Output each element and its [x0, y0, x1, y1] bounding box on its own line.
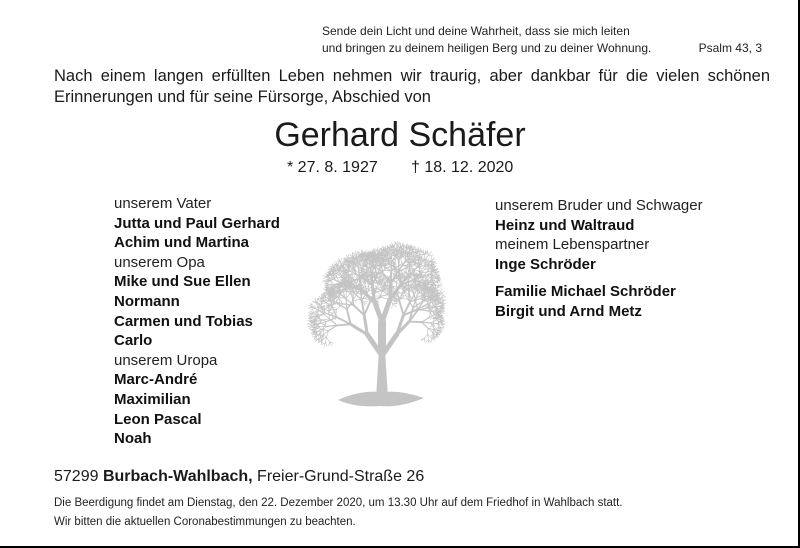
mourner-name: Jutta und Paul Gerhard [114, 214, 280, 232]
address-zip: 57299 [54, 468, 99, 485]
mourners-right-column [495, 196, 703, 322]
mourner-name: Carmen und Tobias [114, 312, 253, 330]
deceased-name: Gerhard Schäfer [274, 116, 526, 154]
notes [54, 494, 623, 531]
relation-label: unserem Opa [114, 253, 205, 271]
mourner-name: Inge Schröder [495, 255, 596, 273]
tree-icon [290, 222, 480, 412]
mourner-name: Birgit und Arnd Metz [495, 302, 642, 320]
mourner-name: Mike und Sue Ellen [114, 273, 251, 291]
address [54, 467, 424, 487]
relation-label: meinem Lebenspartner [495, 236, 650, 254]
birth-date: * 27. 8. 1927 [287, 159, 378, 176]
mourner-name: Noah [114, 430, 152, 448]
relation-label: unserem Vater [114, 195, 212, 212]
mourner-name: Leon Pascal [114, 410, 202, 428]
death-date: † 18. 12. 2020 [411, 159, 514, 176]
address-town: Burbach-Wahlbach, [102, 468, 253, 485]
mourner-name: Carlo [114, 332, 153, 350]
mourners-left-column [114, 194, 280, 449]
mourner-name: Heinz und Waltraud [495, 216, 635, 234]
spacer [495, 274, 703, 282]
mourner-name: Marc-André [114, 371, 198, 389]
address-street: Freier-Grund-Straße 26 [257, 468, 425, 485]
verse-reference: Psalm 43, 3 [698, 41, 762, 55]
funeral-note: Die Beerdigung findet am Dienstag, den 22. Dezember 2020, um 13.30 Uhr auf dem Friedhof in Wahlbach statt. [54, 497, 623, 509]
verse-line-2: und bringen zu deinem heiligen Berg und zu deiner Wohnung. [322, 41, 652, 55]
corona-note: Wir bitten die aktuellen Coronabestimmungen zu beachten. [54, 515, 356, 528]
relation-label: unserem Uropa [114, 351, 218, 369]
verse-line-1: Sende dein Licht und deine Wahrheit, dass sie mich leiten [322, 24, 630, 38]
bible-verse [322, 23, 762, 57]
mourner-name: Achim und Martina [114, 234, 250, 252]
mourner-name: Normann [114, 292, 180, 310]
relation-label: unserem Bruder und Schwager [495, 197, 703, 214]
mourner-name: Familie Michael Schröder [495, 283, 676, 301]
intro-text: Nach einem langen erfüllten Leben nehmen wir traurig, aber dankbar für die vielen schönen Erinnerungen und für seine Fürsorge, Abschied von [54, 67, 770, 106]
mourner-name: Maximilian [114, 390, 191, 408]
